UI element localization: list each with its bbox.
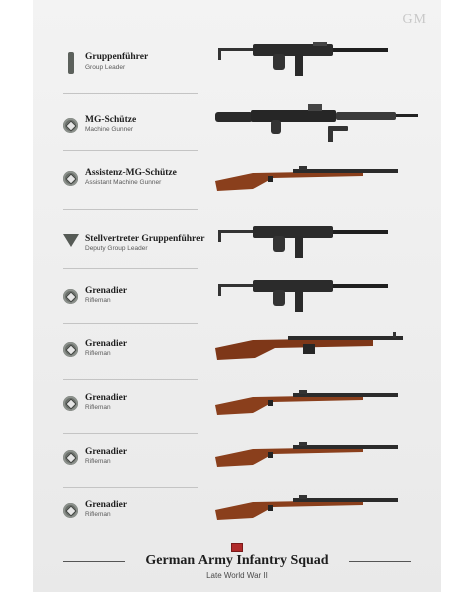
role-subtitle: Rifleman [85, 458, 111, 465]
row-divider [63, 209, 198, 210]
rank-pip-icon [63, 396, 78, 411]
role-title: Grenadier [85, 447, 128, 457]
role-title: MG-Schütze [85, 115, 137, 125]
role-subtitle: Machine Gunner [85, 126, 134, 133]
role-title: Grenadier [85, 500, 128, 510]
squad-role-row [33, 100, 441, 150]
row-divider [63, 323, 198, 324]
chevron-rank-icon [63, 234, 79, 247]
bolt-action-rifle-image [213, 437, 403, 473]
submachine-gun-image [213, 276, 403, 312]
role-title: Grenadier [85, 339, 128, 349]
role-title: Gruppenführer [85, 52, 149, 62]
poster [33, 0, 441, 592]
role-title: Grenadier [85, 286, 128, 296]
role-subtitle: Assistant Machine Gunner [85, 179, 162, 186]
rank-pip-icon [63, 503, 78, 518]
submachine-gun-image [213, 222, 403, 258]
submachine-gun-image [213, 40, 403, 76]
rank-pip-icon [63, 450, 78, 465]
role-subtitle: Rifleman [85, 404, 111, 411]
flag-emblem-icon [231, 543, 243, 552]
monogram-logo: GM [402, 12, 427, 27]
bolt-action-rifle-image [213, 385, 403, 421]
rank-pip-icon [63, 171, 78, 186]
squad-role-row [33, 214, 441, 264]
row-divider [63, 379, 198, 380]
semi-automatic-rifle-image [213, 330, 408, 366]
row-divider [63, 433, 198, 434]
role-subtitle: Deputy Group Leader [85, 245, 148, 252]
squad-role-row [33, 155, 441, 205]
squad-role-row [33, 490, 441, 540]
role-subtitle: Rifleman [85, 511, 111, 518]
poster-title: German Army Infantry Squad [145, 553, 329, 568]
row-divider [63, 268, 198, 269]
rank-pip-icon [63, 118, 78, 133]
squad-role-row [33, 328, 441, 378]
role-subtitle: Group Leader [85, 64, 126, 71]
bolt-action-rifle-image [213, 490, 403, 526]
role-title: Stellvertreter Gruppenführer [85, 234, 205, 244]
poster-subtitle: Late World War II [206, 571, 268, 580]
shoulder-strap-icon [68, 52, 74, 74]
rank-pip-icon [63, 289, 78, 304]
squad-role-row [33, 383, 441, 433]
role-subtitle: Rifleman [85, 350, 111, 357]
role-title: Grenadier [85, 393, 128, 403]
row-divider [63, 487, 198, 488]
role-subtitle: Rifleman [85, 297, 111, 304]
role-title: Assistenz-MG-Schütze [85, 168, 177, 178]
squad-role-row [33, 437, 441, 487]
footer-rule-right [349, 561, 411, 562]
bolt-action-rifle-image [213, 161, 403, 197]
row-divider [63, 93, 198, 94]
squad-role-row [33, 272, 441, 322]
squad-role-row [33, 40, 441, 90]
machine-gun-image [213, 104, 423, 148]
rank-pip-icon [63, 342, 78, 357]
row-divider [63, 150, 198, 151]
